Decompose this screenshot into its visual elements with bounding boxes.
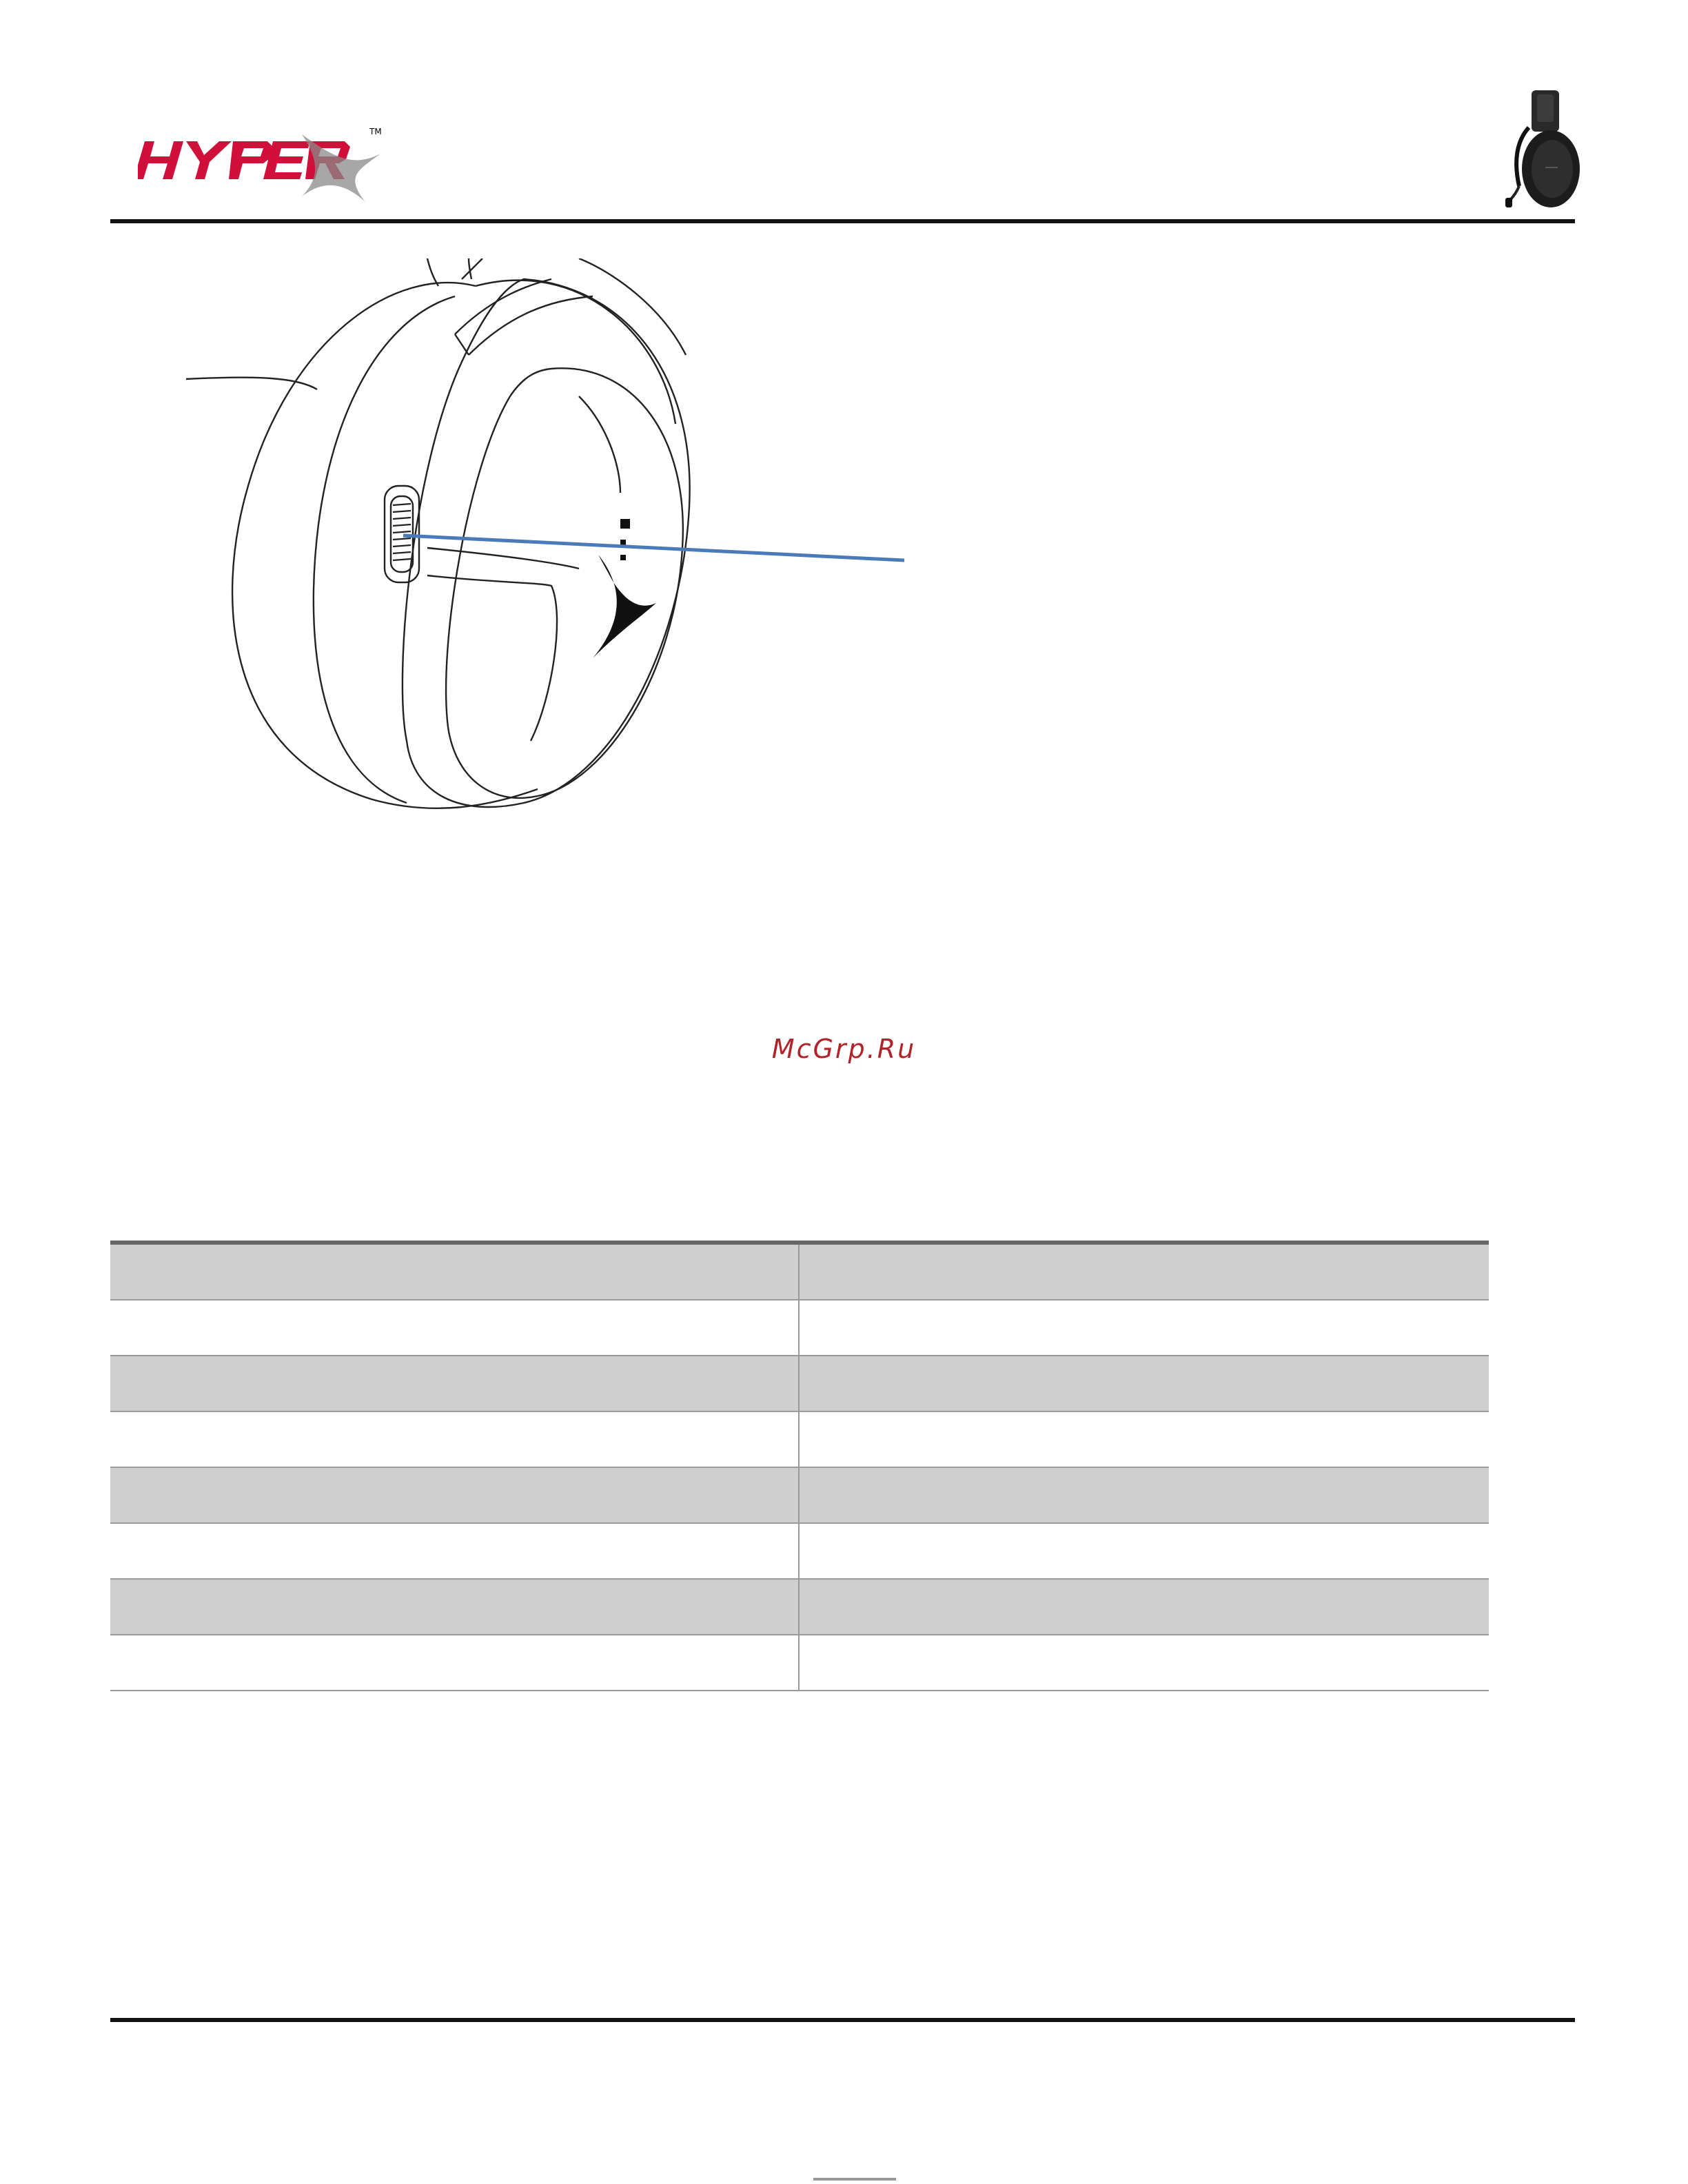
table-row xyxy=(110,1412,1489,1468)
table-cell xyxy=(800,1580,1489,1634)
table-cell xyxy=(800,1356,1489,1411)
table-cell xyxy=(800,1468,1489,1522)
table-cell xyxy=(110,1412,800,1467)
footer-rule xyxy=(110,2018,1575,2022)
table-cell xyxy=(110,1245,800,1299)
table-cell xyxy=(800,1300,1489,1355)
trademark-symbol: TM xyxy=(369,127,382,136)
table-row xyxy=(110,1635,1489,1691)
spec-table xyxy=(110,1241,1489,1691)
table-cell xyxy=(110,1635,800,1690)
table-cell xyxy=(110,1300,800,1355)
table-cell xyxy=(110,1356,800,1411)
footer-page-mark xyxy=(813,2178,896,2181)
table-cell xyxy=(800,1245,1489,1299)
watermark-text: McGrp.Ru xyxy=(771,1034,917,1064)
table-cell xyxy=(800,1635,1489,1690)
faceplate-logo-mark xyxy=(593,519,656,658)
table-row xyxy=(110,1300,1489,1356)
table-cell xyxy=(110,1580,800,1634)
callout-line xyxy=(403,535,904,560)
scroll-wheel-ridges xyxy=(393,504,411,560)
table-cell xyxy=(800,1412,1489,1467)
table-row xyxy=(110,1356,1489,1412)
table-row xyxy=(110,1524,1489,1580)
earcup-illustration xyxy=(165,258,924,837)
headset-thumbnail-icon xyxy=(1489,86,1585,214)
header-rule xyxy=(110,219,1575,223)
table-row xyxy=(110,1468,1489,1524)
table-cell xyxy=(110,1524,800,1578)
table-row xyxy=(110,1580,1489,1635)
hyperx-logo xyxy=(138,114,400,203)
table-cell xyxy=(800,1524,1489,1578)
table-cell xyxy=(110,1468,800,1522)
table-row xyxy=(110,1245,1489,1300)
